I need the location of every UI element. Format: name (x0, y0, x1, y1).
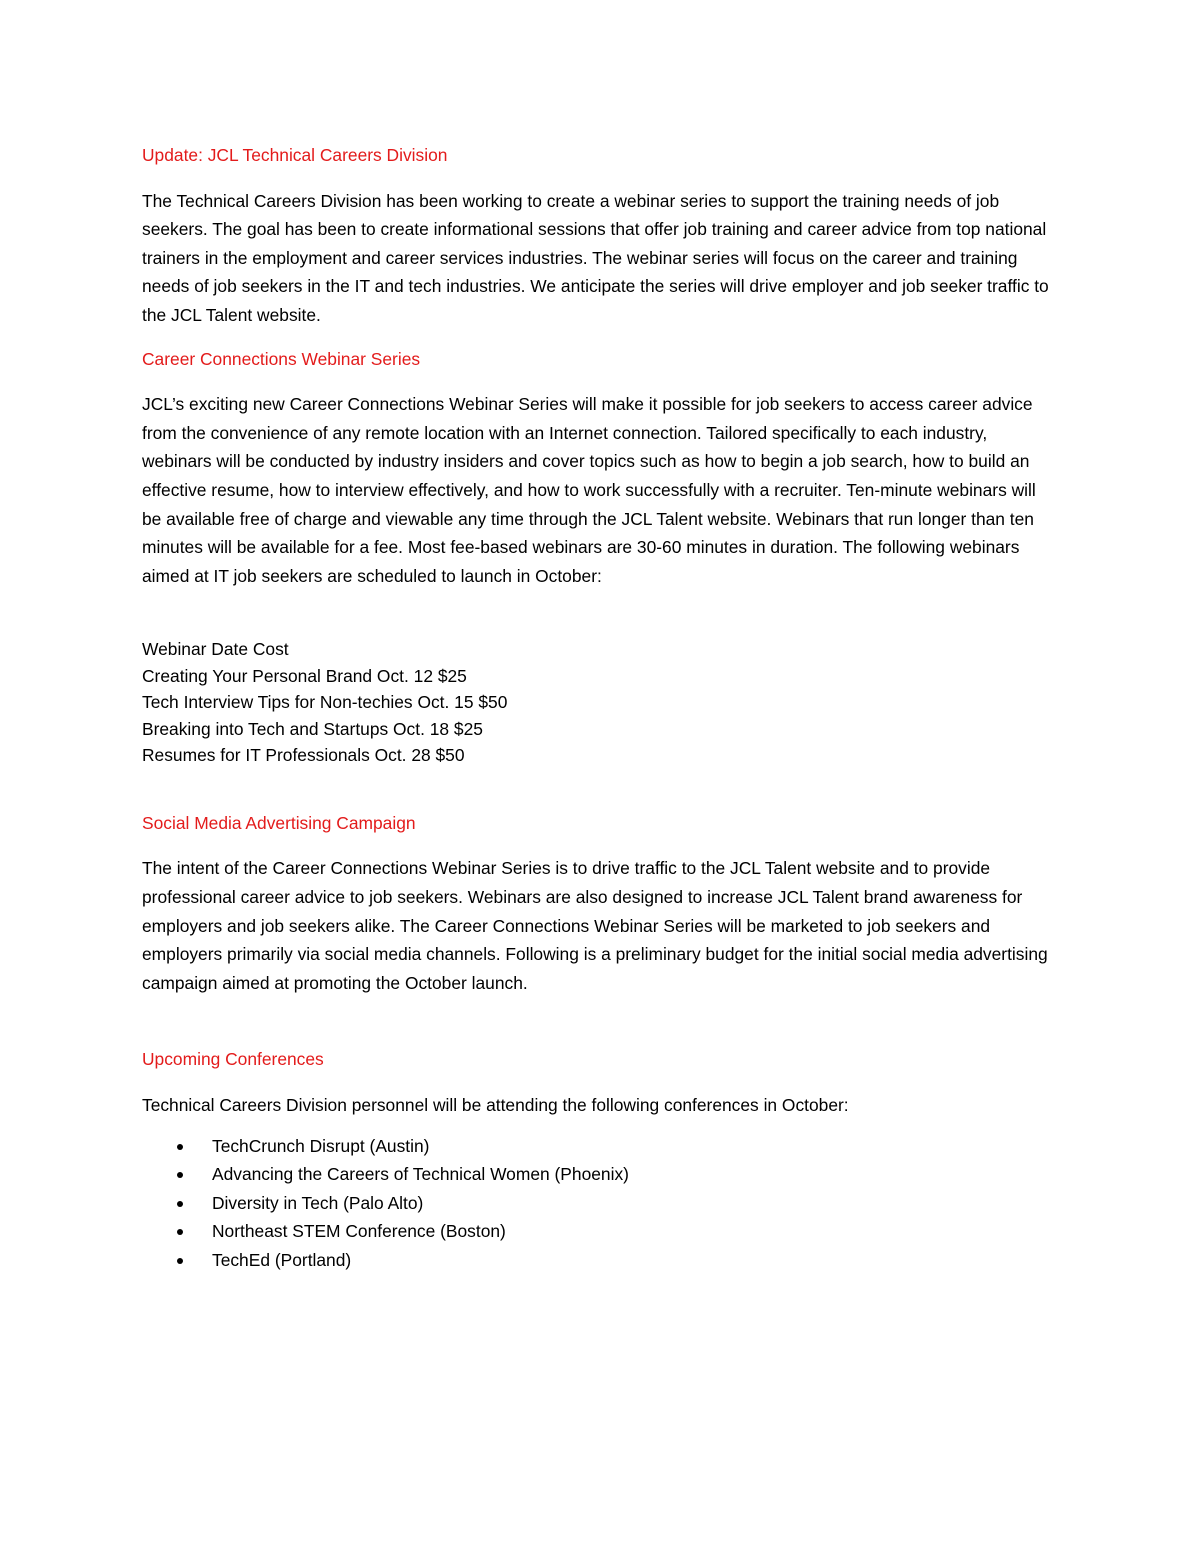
webinar-schedule-row: Breaking into Tech and Startups Oct. 18 $25 (142, 718, 483, 739)
bullet-icon (177, 1258, 183, 1264)
webinar-schedule-header: Webinar Date Cost (142, 639, 289, 660)
document-body (142, 141, 1057, 1275)
list-item: Northeast STEM Conference (Boston) (142, 1217, 1057, 1246)
webinar-series-paragraph: JCL’s exciting new Career Connections Webinar Series will make it possible for job seekers to access career advice from the convenience of any remote location with an Internet connection. Tailored specifically to each industry, webinars will be conducted by industry insiders and cover topics such as how to begin a job search, how to build an effective resume, how to interview effectively, and how to work successfully with a recruiter. Ten-minute webinars will be available free of charge and viewable any time through the JCL Talent website. Webinars that run longer than ten minutes will be available for a fee. Most fee-based webinars are 30-60 minutes in duration. The following webinars aimed at IT job seekers are scheduled to launch in October: (142, 394, 1036, 586)
webinar-schedule-row: Resumes for IT Professionals Oct. 28 $50 (142, 745, 465, 766)
conferences-heading: Upcoming Conferences (142, 1049, 324, 1070)
webinar-schedule (142, 636, 1057, 769)
webinar-schedule-row: Creating Your Personal Brand Oct. 12 $25 (142, 665, 467, 686)
social-media-paragraph: The intent of the Career Connections Webinar Series is to drive traffic to the JCL Talent website and to provide professional career advice to job seekers. Webinars are also designed to increase JCL Talent brand awareness for employers and job seekers alike. The Career Connections Webinar Series will be marketed to job seekers and employers primarily via social media channels. Following is a preliminary budget for the initial social media advertising campaign aimed at promoting the October launch. (142, 858, 1048, 993)
intro-paragraph: The Technical Careers Division has been working to create a webinar series to support the training needs of job seekers. The goal has been to create informational sessions that offer job training and career advice from top national trainers in the employment and career services industries. The webinar series will focus on the career and training needs of job seekers in the IT and tech industries. We anticipate the series will drive employer and job seeker traffic to the JCL Talent website. (142, 190, 1049, 325)
list-item: TechEd (Portland) (142, 1246, 1057, 1275)
conferences-intro: Technical Careers Division personnel will be attending the following conferences in October: (142, 1094, 849, 1115)
document-title: Update: JCL Technical Careers Division (142, 145, 448, 165)
list-item: Diversity in Tech (Palo Alto) (142, 1189, 1057, 1218)
webinar-series-heading: Career Connections Webinar Series (142, 348, 421, 369)
social-media-heading: Social Media Advertising Campaign (142, 812, 416, 833)
conference-list (142, 1132, 1057, 1275)
list-item: Advancing the Careers of Technical Women (Phoenix) (142, 1160, 1057, 1189)
webinar-schedule-row: Tech Interview Tips for Non-techies Oct. 15 $50 (142, 692, 508, 713)
list-item: TechCrunch Disrupt (Austin) (142, 1132, 1057, 1161)
bullet-icon (177, 1201, 183, 1207)
bullet-icon (177, 1172, 183, 1178)
bullet-icon (177, 1229, 183, 1235)
bullet-icon (177, 1144, 183, 1150)
